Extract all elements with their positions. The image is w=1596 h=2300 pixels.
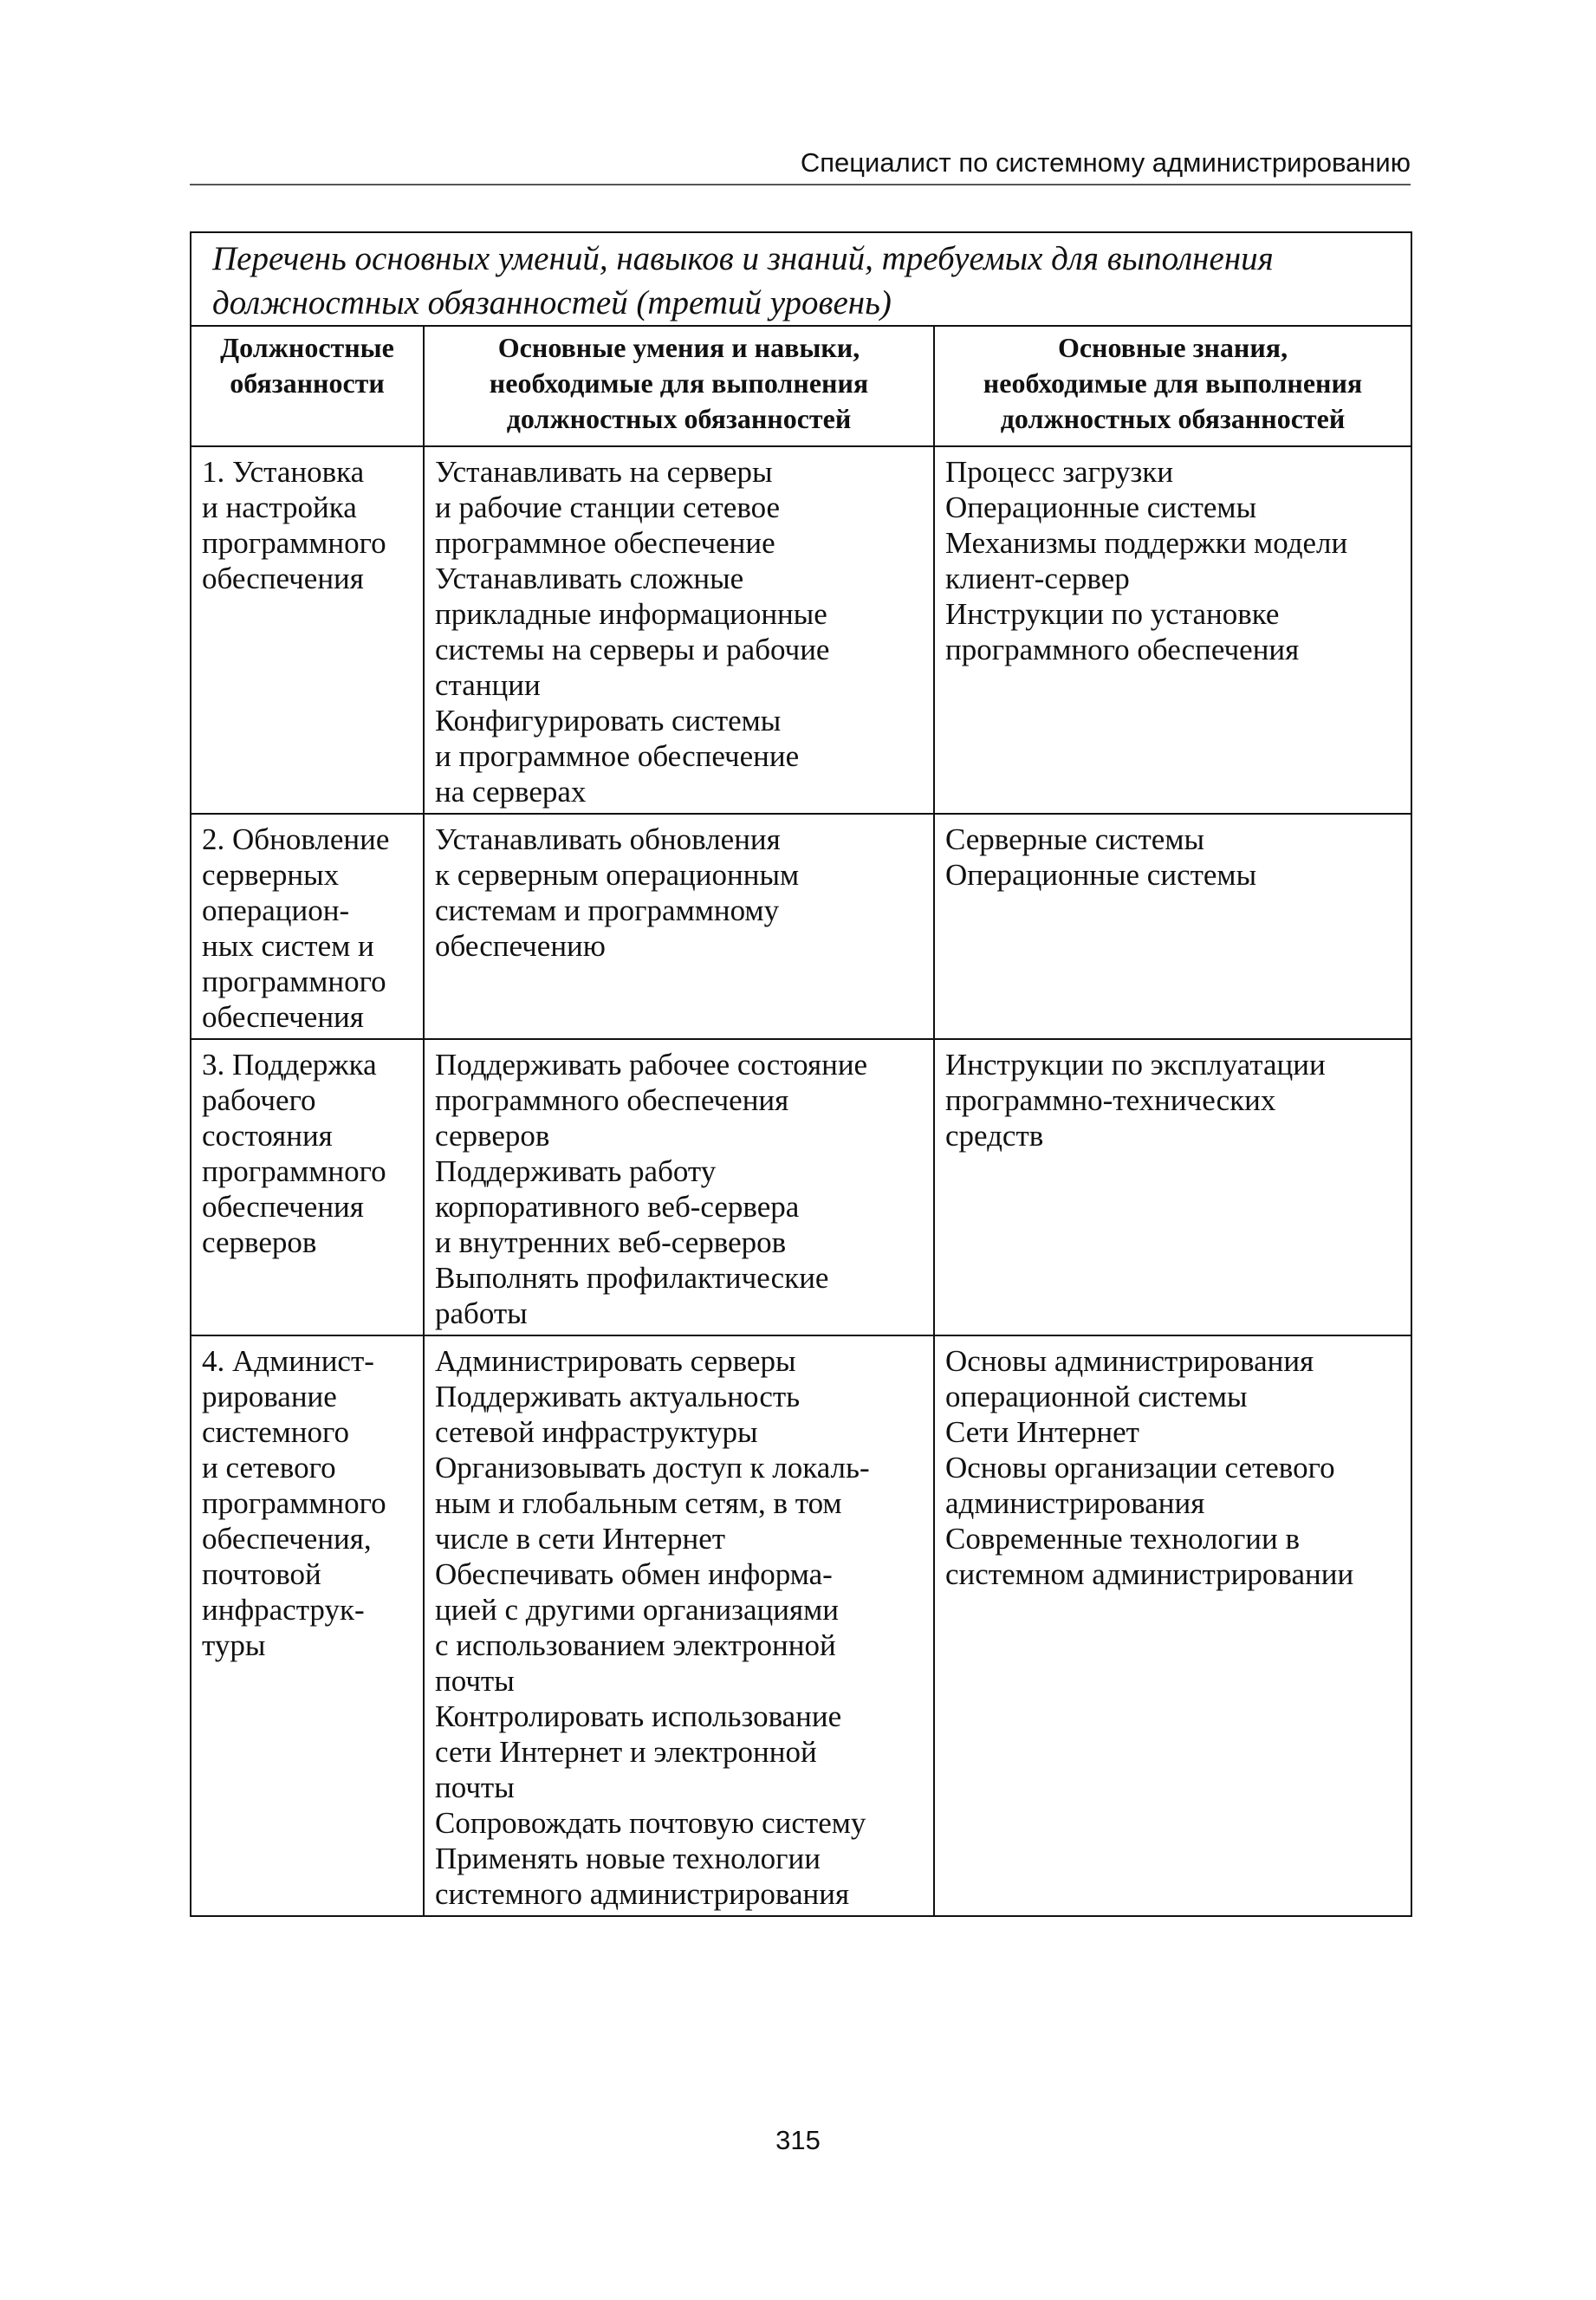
competency-table [190,231,1412,1917]
cell-line: сетевой инфраструктуры [435,1415,758,1449]
cell-line: Операционные системы [945,858,1257,892]
page-number: 315 [775,2125,821,2155]
column-header-knowledge: Основные знания, необходимые для выполнения должностных обязанностей [934,326,1411,446]
table-row [191,814,1411,1039]
cell-line: 3. Поддержка [202,1048,377,1082]
cell-line: Сети Интернет [945,1415,1139,1449]
cell-line: программного [202,965,386,998]
cell-line: администрирования [945,1486,1205,1520]
cell-line: ным и глобальным сетям, в том [435,1486,842,1520]
cell-line: Серверные системы [945,822,1204,856]
cell-line: программного [202,1154,386,1188]
cell-line: 1. Установка [202,455,365,489]
cell-line: Выполнять профилактические [435,1261,829,1295]
cell-line: и программное обеспечение [435,739,800,773]
cell-line: числе в сети Интернет [435,1522,726,1556]
cell-line: обеспечения [202,562,364,595]
cell-line: Сопровождать почтовую систему [435,1806,866,1840]
cell-line: клиент-сервер [945,562,1130,595]
cell-line: системном администрировании [945,1557,1354,1591]
cell-line: Инструкции по установке [945,597,1280,631]
cell-line: обеспечения [202,1190,364,1224]
cell-line: инфраструк- [202,1593,365,1627]
column-header-skills: Основные умения и навыки, необходимые для выполнения должностных обязанностей [424,326,934,446]
cell-line: туры [202,1628,266,1662]
cell-line: 4. Админист- [202,1344,374,1378]
table-header-row [191,326,1411,446]
skills-cell [424,1335,934,1916]
cell-line: станции [435,668,541,702]
cell-line: на серверах [435,775,587,809]
cell-line: прикладные информационные [435,597,827,631]
cell-line: Процесс загрузки [945,455,1174,489]
table-row [191,446,1411,814]
cell-line: программного [202,1486,386,1520]
cell-line: и рабочие станции сетевое [435,491,781,524]
duty-cell [191,814,424,1039]
cell-line: состояния [202,1119,333,1153]
cell-line: почты [435,1664,515,1698]
table-row [191,1039,1411,1335]
cell-line: корпоративного веб-сервера [435,1190,800,1224]
cell-line: цией с другими организациями [435,1593,839,1627]
cell-line: серверов [202,1225,317,1259]
cell-line: сети Интернет и электронной [435,1735,817,1769]
cell-line: Контролировать использование [435,1699,842,1733]
cell-line: Операционные системы [945,491,1257,524]
cell-line: Организовывать доступ к локаль- [435,1451,870,1485]
cell-line: серверов [435,1119,550,1153]
cell-line: рабочего [202,1083,316,1117]
knowledge-cell [934,446,1411,814]
cell-line: и внутренних веб-серверов [435,1225,787,1259]
cell-line: серверных [202,858,340,892]
cell-line: Основы администрирования [945,1344,1314,1378]
skills-cell [424,1039,934,1335]
cell-line: Применять новые технологии [435,1842,821,1875]
cell-line: почты [435,1770,515,1804]
cell-line: Конфигурировать системы [435,704,782,737]
cell-line: Современные технологии в [945,1522,1301,1556]
skills-cell [424,814,934,1039]
cell-line: обеспечения [202,1000,364,1034]
running-header [190,144,1411,185]
cell-line: Устанавливать на серверы [435,455,773,489]
cell-line: операцион- [202,893,350,927]
skills-cell [424,446,934,814]
cell-line: системам и программному [435,893,780,927]
cell-line: Поддерживать актуальность [435,1380,801,1413]
cell-line: к серверным операционным [435,858,800,892]
duty-cell [191,446,424,814]
cell-line: системного администрирования [435,1877,850,1911]
cell-line: программного [202,526,386,560]
caption-line: должностных обязанностей (третий уровень) [212,284,892,322]
cell-line: с использованием электронной [435,1628,836,1662]
cell-line: обеспечению [435,929,606,963]
cell-line: и настройка [202,491,357,524]
cell-line: рирование [202,1380,337,1413]
cell-line: программного обеспечения [435,1083,789,1117]
cell-line: работы [435,1296,528,1330]
cell-line: обеспечения, [202,1522,372,1556]
cell-line: программного обеспечения [945,633,1300,666]
cell-line: Обеспечивать обмен информа- [435,1557,833,1591]
knowledge-cell [934,1039,1411,1335]
cell-line: программно-технических [945,1083,1276,1117]
duty-cell [191,1039,424,1335]
table-row [191,1335,1411,1916]
table-caption-row [191,232,1411,326]
cell-line: Устанавливать обновления [435,822,781,856]
cell-line: Основы организации сетевого [945,1451,1335,1485]
column-header-duties: Должностные обязанности [191,326,424,446]
caption-line: Перечень основных умений, навыков и знаний, требуемых для выполнения [212,240,1274,277]
running-title: Специалист по системному администрированию [800,147,1411,178]
cell-line: Поддерживать работу [435,1154,717,1188]
cell-line: ных систем и [202,929,374,963]
cell-line: Механизмы поддержки модели [945,526,1348,560]
cell-line: Инструкции по эксплуатации [945,1048,1326,1082]
cell-line: Поддерживать рабочее состояние [435,1048,868,1082]
knowledge-cell [934,1335,1411,1916]
cell-line: 2. Обновление [202,822,390,856]
cell-line: и сетевого [202,1451,336,1485]
cell-line: Администрировать серверы [435,1344,796,1378]
cell-line: системного [202,1415,349,1449]
duty-cell [191,1335,424,1916]
cell-line: системы на серверы и рабочие [435,633,830,666]
table-caption [191,232,1411,326]
cell-line: операционной системы [945,1380,1248,1413]
cell-line: почтовой [202,1557,321,1591]
cell-line: средств [945,1119,1044,1153]
cell-line: программное обеспечение [435,526,775,560]
cell-line: Устанавливать сложные [435,562,744,595]
knowledge-cell [934,814,1411,1039]
